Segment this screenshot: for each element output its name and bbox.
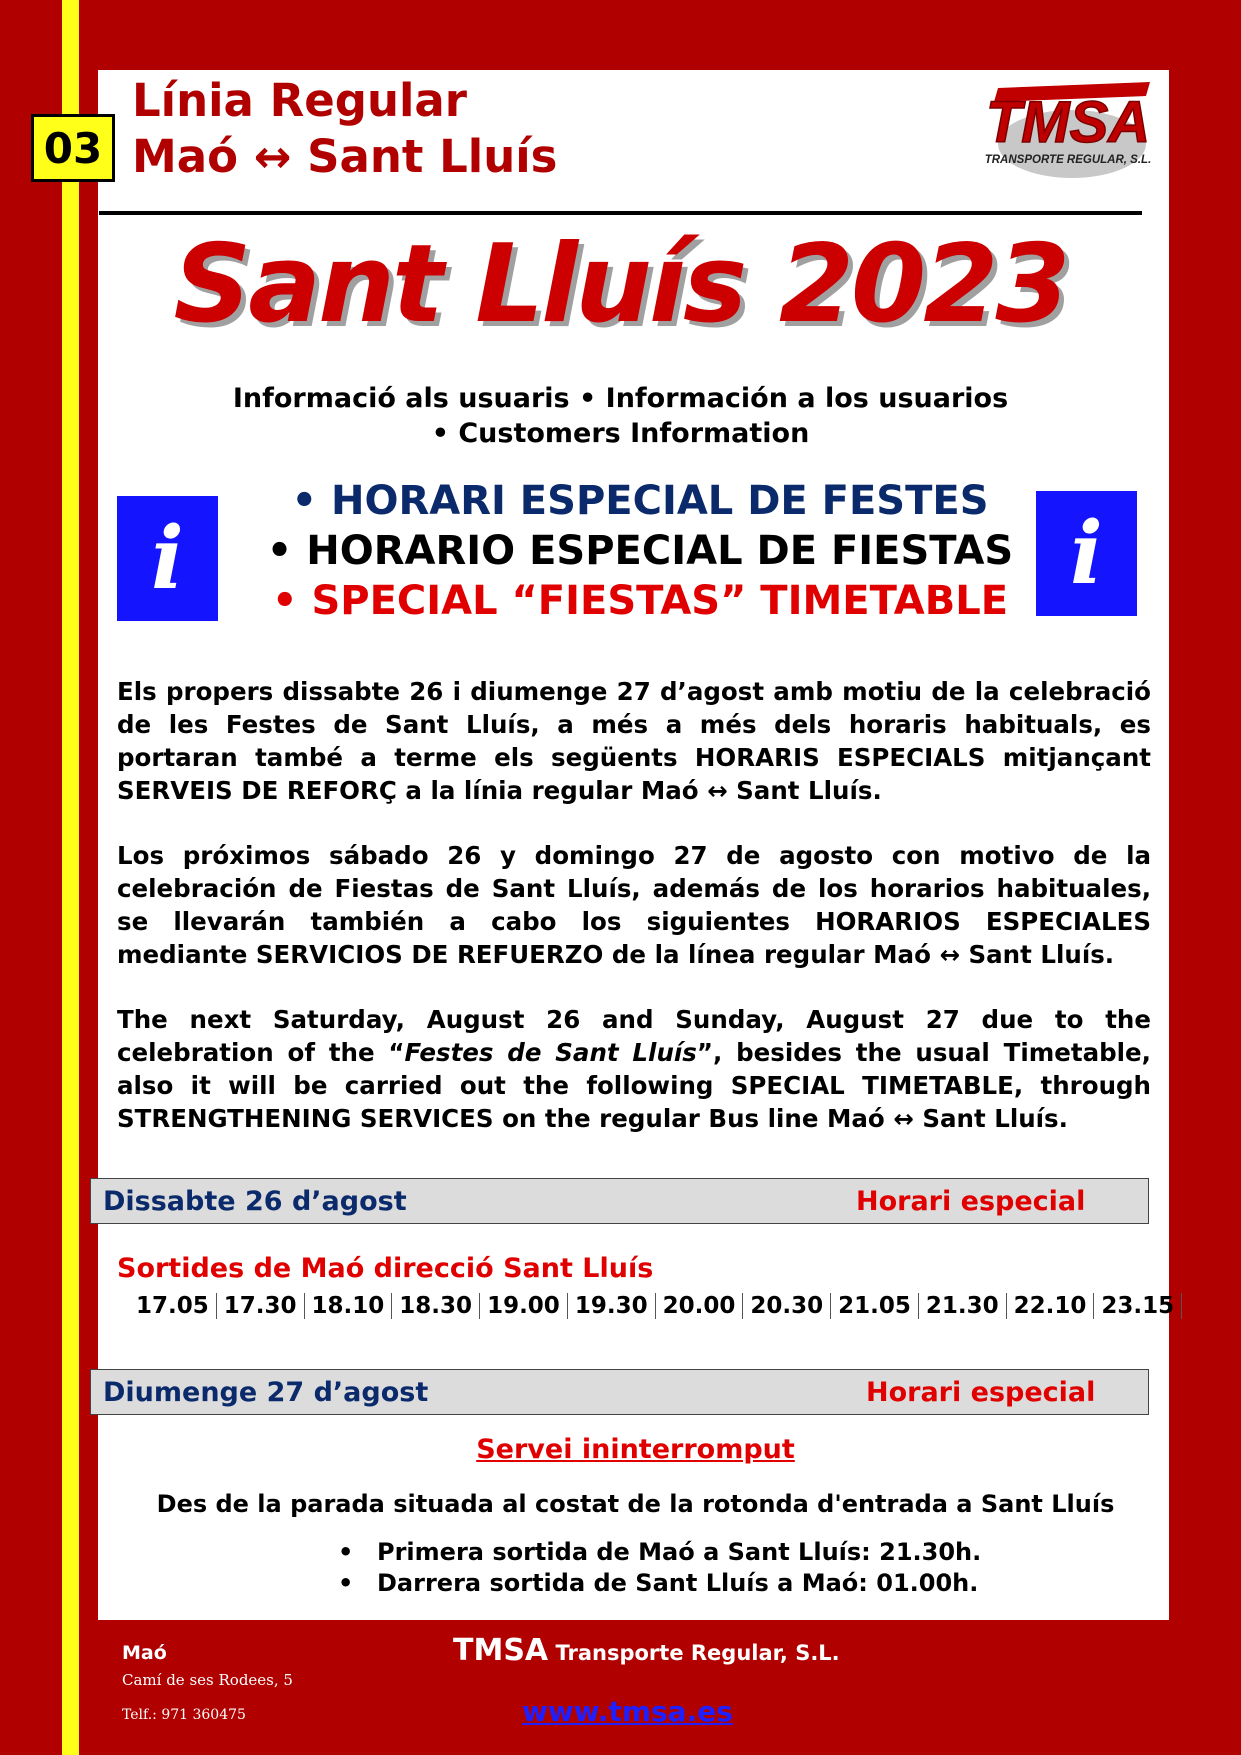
logo-tagline-text: TRANSPORTE REGULAR, S.L. <box>984 154 1152 166</box>
footer-company-name: TMSA <box>453 1633 549 1668</box>
info-icon: i <box>117 496 218 621</box>
sunday-day: Diumenge 27 d’agost <box>103 1377 429 1408</box>
departure-time: 21.05 <box>831 1293 919 1319</box>
paragraph-english-italic: Festes de Sant Lluís <box>404 1038 697 1067</box>
notice-catalan: • HORARI ESPECIAL DE FESTES <box>291 478 989 524</box>
departure-time: 21.30 <box>919 1293 1007 1319</box>
notice-english: • SPECIAL “FIESTAS” TIMETABLE <box>271 578 1009 624</box>
notice-spanish: • HORARIO ESPECIAL DE FIESTAS <box>266 528 1014 574</box>
footer-phone: Telf.: 971 360475 <box>122 1707 246 1723</box>
footer-city: Maó <box>122 1642 167 1664</box>
sunday-special-label: Horari especial <box>866 1377 1096 1408</box>
departure-time: 20.00 <box>656 1293 744 1319</box>
line-route: Maó ↔ Sant Lluís <box>132 130 558 183</box>
website-link[interactable]: www.tmsa.es <box>522 1695 733 1728</box>
tmsa-logo <box>980 76 1156 184</box>
departure-time: 23.15 <box>1094 1293 1182 1319</box>
line-title <box>132 73 557 185</box>
info-line-1: Informació als usuaris • Información a los usuarios <box>232 383 1009 414</box>
uninterrupted-service: Servei ininterromput <box>476 1434 795 1465</box>
list-item: • Primera sortida de Maó a Sant Lluís: 21.30h. <box>338 1537 981 1568</box>
stop-location: Des de la parada situada al costat de la rotonda d'entrada a Sant Lluís <box>156 1490 1115 1518</box>
saturday-special-label: Horari especial <box>856 1186 1086 1217</box>
line-number-badge: 03 <box>31 114 115 182</box>
departure-time: 19.30 <box>568 1293 656 1319</box>
departure-time: 19.00 <box>480 1293 568 1319</box>
saturday-departures-heading: Sortides de Maó direcció Sant Lluís <box>117 1253 654 1284</box>
saturday-day: Dissabte 26 d’agost <box>103 1186 407 1217</box>
paragraph-catalan: Els propers dissabte 26 i diumenge 27 d’agost amb motiu de la celebració de les Festes de Sant Lluís, a més a més dels horaris habituals, es portaran també a terme els següents HORARIS ESPECIALS mitjançant SERVEIS DE REFORÇ a la línia regular Maó ↔ Sant Lluís. <box>117 677 1151 805</box>
departure-time: 22.10 <box>1007 1293 1095 1319</box>
paragraph-english <box>117 1003 1151 1135</box>
departure-time: 17.30 <box>217 1293 305 1319</box>
departure-time: 17.05 <box>128 1293 217 1319</box>
line-type: Línia Regular <box>132 74 467 127</box>
departure-time: 18.30 <box>392 1293 480 1319</box>
paragraph-english-start: The next Saturday, August 26 and Sunday, August 27 due to the celebration of the “ <box>117 1005 1151 1067</box>
info-icon: i <box>1036 491 1137 616</box>
logo-brand-text: TMSA <box>985 90 1151 155</box>
page-title: Sant Lluís 2023 <box>173 222 1068 347</box>
header-divider <box>99 211 1142 215</box>
sunday-departures-list <box>338 1537 981 1599</box>
footer-company-suffix: Transporte Regular, S.L. <box>548 1641 840 1665</box>
paragraph-english-end: ”, besides the usual Timetable, also it will be carried out the following SPECIAL TIMETABLE, through STRENGTHENING SERVICES on the regular Bus line Maó ↔ Sant Lluís. <box>117 1038 1151 1133</box>
footer-company <box>453 1633 840 1668</box>
footer-address: Camí de ses Rodees, 5 <box>122 1671 293 1689</box>
info-line-2: • Customers Information <box>431 418 810 449</box>
saturday-times <box>128 1293 1182 1319</box>
list-item: • Darrera sortida de Sant Lluís a Maó: 01.00h. <box>338 1568 981 1599</box>
saturday-bar <box>90 1178 1149 1224</box>
departure-time: 18.10 <box>305 1293 393 1319</box>
departure-time: 20.30 <box>743 1293 831 1319</box>
sunday-bar <box>90 1369 1149 1415</box>
paragraph-spanish: Los próximos sábado 26 y domingo 27 de agosto con motivo de la celebración de Fiestas de Sant Lluís, además de los horarios habituales, se llevarán también a cabo los siguientes HORARIOS ESPECIALES mediante SERVICIOS DE REFUERZO de la línea regular Maó ↔ Sant Lluís. <box>117 841 1151 969</box>
